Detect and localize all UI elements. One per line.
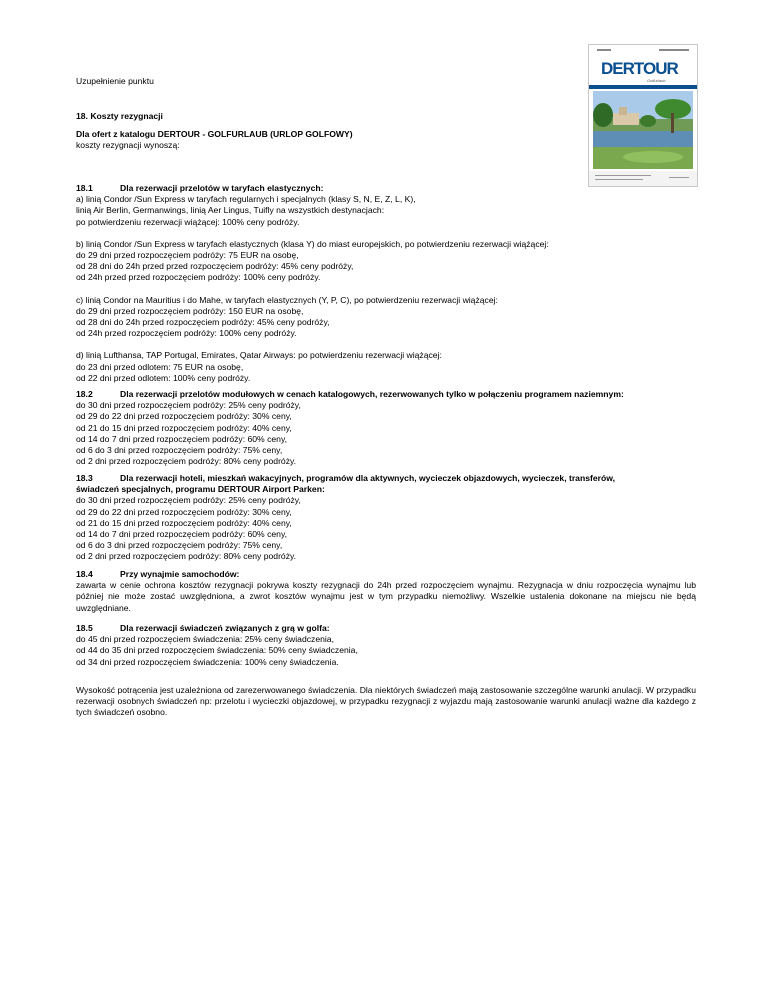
cover-subtitle: Golfurlaub <box>647 78 666 83</box>
text-line: od 24h przed rozpoczęciem podróży: 100% ceny podróży. <box>76 328 297 339</box>
text-line: d) linią Lufthansa, TAP Portugal, Emirates, Qatar Airways: po potwierdzeniu rezerwacji wiążącej: <box>76 350 442 361</box>
text-line: do 30 dni przed rozpoczęciem podróży: 25% ceny podróży, <box>76 400 301 411</box>
section-number: 18.3 <box>76 473 93 483</box>
section-heading <box>76 569 696 580</box>
section-number: 18.1 <box>76 183 93 193</box>
section-18-2 <box>76 389 696 467</box>
section-paragraph: zawarta w cenie ochrona kosztów rezygnacji pokrywa koszty rezygnacji do 24h przed rozpoczęciem wynajmu. Rezygnacja w dniu rozpoczęcia wynajmu lub później nie może zostać uwzględniona, a zwrot kosztów wynajmu jest w tym przypadku niemożliwy. Wszelkie ustalenia dokonane na miejscu nie będą uwzględniane. <box>76 580 696 613</box>
section-heading <box>76 623 696 634</box>
text-line: do 29 dni przed rozpoczęciem podróży: 75 EUR na osobę, <box>76 250 299 261</box>
section-18-4 <box>76 569 696 614</box>
section-18-1 <box>76 183 696 384</box>
text-line: od 2 dni przed rozpoczęciem podróży: 80% ceny podróży. <box>76 551 297 562</box>
text-line: od 21 do 15 dni przed rozpoczęciem podróży: 40% ceny, <box>76 517 292 528</box>
cover-fineprint <box>659 49 689 51</box>
catalog-title: Dla ofert z katalogu DERTOUR - GOLFURLAUB (URLOP GOLFOWY) <box>76 129 353 139</box>
text-line: od 14 do 7 dni przed rozpoczęciem podróży: 60% ceny, <box>76 529 287 540</box>
section-number: 18.5 <box>76 623 93 633</box>
document-title: Uzupełnienie punktu <box>76 76 154 86</box>
text-line: od 28 dni do 24h przed przed rozpoczęciem podróży: 45% ceny podróży, <box>76 261 354 272</box>
cover-band <box>589 85 697 89</box>
text-line: a) linią Condor /Sun Express w taryfach regularnych i specjalnych (klasy S, N, E, Z, L, K), <box>76 194 416 205</box>
text-line: od 21 do 15 dni przed rozpoczęciem podróży: 40% ceny, <box>76 422 292 433</box>
cover-header <box>589 45 697 79</box>
section-heading <box>76 183 696 194</box>
text-line: od 29 do 22 dni przed rozpoczęciem podróży: 30% ceny, <box>76 411 292 422</box>
section-number: 18.4 <box>76 569 93 579</box>
text-line: od 28 dni do 24h przed rozpoczęciem podróży: 45% ceny podróży, <box>76 317 330 328</box>
golf-landscape-photo <box>593 91 693 169</box>
text-line: od 6 do 3 dni przed rozpoczęciem podróży: 75% ceny, <box>76 445 283 456</box>
section-18-3 <box>76 473 696 563</box>
text-line: od 2 dni przed rozpoczęciem podróży: 80% ceny podróży. <box>76 456 297 467</box>
text-line: od 44 do 35 dni przed rozpoczęciem świadczenia: 50% ceny świadczenia, <box>76 645 358 656</box>
section-heading-text: Dla rezerwacji przelotów w taryfach elastycznych: <box>120 183 324 193</box>
section-heading <box>76 389 696 400</box>
dertour-logo: DERTOUR <box>601 59 678 78</box>
text-line: po potwierdzeniu rezerwacji wiążącej: 100% ceny podróży. <box>76 216 300 227</box>
text-line: od 6 do 3 dni przed rozpoczęciem podróży: 75% ceny, <box>76 540 283 551</box>
section-title: 18. Koszty rezygnacji <box>76 111 163 121</box>
section-heading-text: Dla rezerwacji świadczeń związanych z grą w golfa: <box>120 623 330 633</box>
text-line: od 34 dni przed rozpoczęciem świadczenia: 100% ceny świadczenia. <box>76 656 339 667</box>
catalog-subtitle: koszty rezygnacji wynoszą: <box>76 140 180 150</box>
section-heading-continued: świadczeń specjalnych, programu DERTOUR Airport Parken: <box>76 484 325 495</box>
text-line: c) linią Condor na Mauritius i do Mahe, w taryfach elastycznych (Y, P, C), po potwierdzeniu rezerwacji wiążącej: <box>76 294 498 305</box>
section-heading <box>76 473 696 484</box>
text-line: od 29 do 22 dni przed rozpoczęciem podróży: 30% ceny, <box>76 506 292 517</box>
section-number: 18.2 <box>76 389 93 399</box>
text-line: linią Air Berlin, Germanwings, linią Aer Lingus, Tuifly na wszystkich destynacjach: <box>76 205 385 216</box>
text-line: od 22 dni przed odlotem: 100% ceny podróży. <box>76 372 251 383</box>
text-line: od 24h przed przed rozpoczęciem podróży: 100% ceny podróży. <box>76 272 321 283</box>
text-line: do 23 dni przed odlotem: 75 EUR na osobę, <box>76 361 244 372</box>
catalog-cover-image <box>588 44 698 187</box>
footer-paragraph: Wysokość potrącenia jest uzależniona od zarezerwowanego świadczenia. Dla niektórych świadczeń mają zastosowanie szczególne warunki anulacji. W przypadku rezerwacji osobnych świadczeń np: przelotu i wycieczki objazdowej, w przypadku rezygnacji z wyjazdu mają zastosowanie warunki anulacji ważne dla każdego z tych świadczeń osobno. <box>76 685 696 718</box>
text-line: od 14 do 7 dni przed rozpoczęciem podróży: 60% ceny, <box>76 433 287 444</box>
text-line: do 30 dni przed rozpoczęciem podróży: 25% ceny podróży, <box>76 495 301 506</box>
section-heading-text: Dla rezerwacji przelotów modułowych w cenach katalogowych, rezerwowanych tylko w połączeniu programem naziemnym: <box>120 389 624 399</box>
text-line: b) linią Condor /Sun Express w taryfach elastycznych (klasa Y) do miast europejskich, po potwierdzeniu rezerwacji wiążącej: <box>76 238 549 249</box>
section-heading-text: Dla rezerwacji hoteli, mieszkań wakacyjnych, programów dla aktywnych, wycieczek objazdowych, wycieczek, transferów, <box>120 473 615 483</box>
text-line: do 45 dni przed rozpoczęciem świadczenia: 25% ceny świadczenia, <box>76 634 334 645</box>
cover-fineprint <box>597 49 611 51</box>
text-line: do 29 dni przed rozpoczęciem podróży: 150 EUR na osobę, <box>76 305 304 316</box>
section-18-5 <box>76 623 696 668</box>
section-heading-text: Przy wynajmie samochodów: <box>120 569 240 579</box>
